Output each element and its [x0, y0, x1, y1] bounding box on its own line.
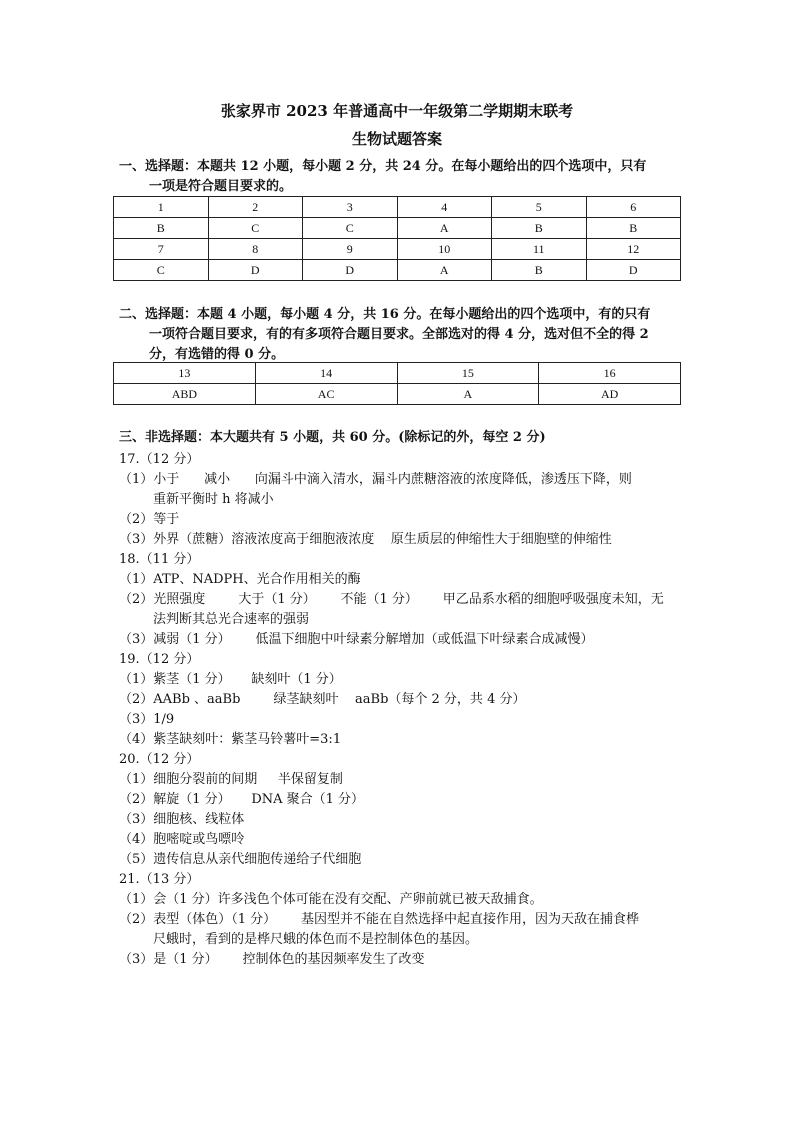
table-cell: 6 [586, 197, 681, 218]
table-cell: 10 [397, 239, 492, 260]
table-cell: 5 [492, 197, 587, 218]
table-cell: A [397, 260, 492, 281]
q20-answer-3: （3）细胞核、线粒体 [119, 812, 245, 827]
section1-heading-line2: 一项是符合题目要求的。 [149, 179, 293, 194]
q19-heading: 19.（12 分） [119, 652, 200, 667]
q20-heading: 20.（12 分） [119, 752, 200, 767]
table-cell: C [208, 218, 303, 239]
table-cell: 9 [303, 239, 398, 260]
section2-heading-line2: 一项符合题目要求，有的有多项符合题目要求。全部选对的得 4 分，选对但不全的得 2 [149, 327, 649, 342]
page-title: 张家界市 2023 年普通高中一年级第二学期期末联考 [220, 102, 574, 120]
q19-answer-4: （4）紫茎缺刻叶：紫茎马铃薯叶=3:1 [119, 732, 342, 747]
q21-answer-2: （2）表型（体色）（1 分） 基因型并不能在自然选择中起直接作用，因为天敌在捕食桦 [119, 912, 639, 927]
q18-answer-2-cont: 法判断其总光合速率的强弱 [153, 612, 310, 627]
section2-heading-line1: 二、选择题：本题 4 小题，每小题 4 分，共 16 分。在每小题给出的四个选项中，有的只有 [119, 307, 651, 322]
table-cell: C [303, 218, 398, 239]
q18-answer-2: （2）光照强度 大于（1 分） 不能（1 分） 甲乙品系水稻的细胞呼吸强度未知，无 [119, 592, 664, 607]
table-cell: 7 [114, 239, 209, 260]
q20-answer-2: （2）解旋（1 分） DNA 聚合（1 分） [119, 792, 365, 807]
section2-heading-line3: 分，有选错的得 0 分。 [149, 347, 285, 362]
table-row [114, 197, 681, 218]
table-cell: 4 [397, 197, 492, 218]
table-cell: 11 [492, 239, 587, 260]
section1-heading [119, 157, 684, 197]
q21-answer-2-cont: 尺蛾时，看到的是桦尺蛾的体色而不是控制体色的基因。 [153, 932, 479, 947]
q17-answer-1-cont: 重新平衡时 h 将减小 [153, 492, 274, 507]
q19-answer-1: （1）紫茎（1 分） 缺刻叶（1 分） [119, 672, 342, 687]
table-cell: AC [255, 384, 397, 405]
q21-answer-1: （1）会（1 分）许多浅色个体可能在没有交配、产卵前就已被天敌捕食。 [119, 892, 543, 907]
section2-answer-table [113, 362, 681, 405]
q18-answer-3: （3）减弱（1 分） 低温下细胞中叶绿素分解增加（或低温下叶绿素合成减慢） [119, 632, 594, 647]
table-cell: 2 [208, 197, 303, 218]
table-cell: B [492, 260, 587, 281]
table-cell: ABD [114, 384, 256, 405]
section2-heading [119, 305, 684, 365]
table-row [114, 363, 681, 384]
section3-heading: 三、非选择题：本大题共有 5 小题，共 60 分。(除标记的外，每空 2 分) [119, 430, 546, 445]
q17-answer-3: （3）外界（蔗糖）溶液浓度高于细胞液浓度 原生质层的伸缩性大于细胞壁的伸缩性 [119, 532, 612, 547]
page-subtitle: 生物试题答案 [351, 130, 442, 148]
table-cell: 12 [586, 239, 681, 260]
q21-answer-3: （3）是（1 分） 控制体色的基因频率发生了改变 [119, 952, 425, 967]
table-cell: A [397, 218, 492, 239]
table-cell: 15 [397, 363, 539, 384]
section1-heading-line1: 一、选择题：本题共 12 小题，每小题 2 分，共 24 分。在每小题给出的四个选项中，只有 [119, 159, 647, 174]
table-cell: 3 [303, 197, 398, 218]
q19-answer-3: （3）1/9 [119, 712, 175, 727]
table-cell: 13 [114, 363, 256, 384]
table-cell: B [114, 218, 209, 239]
q20-answer-1: （1）细胞分裂前的间期 半保留复制 [119, 772, 343, 787]
q17-answer-1: （1）小于 减小 向漏斗中滴入清水，漏斗内蔗糖溶液的浓度降低，渗透压下降，则 [119, 472, 632, 487]
table-cell: D [208, 260, 303, 281]
table-row [114, 260, 681, 281]
table-cell: D [303, 260, 398, 281]
q21-heading: 21.（13 分） [119, 872, 200, 887]
q19-answer-2: （2）AABb 、aaBb 绿茎缺刻叶 aaBb（每个 2 分，共 4 分） [119, 692, 526, 707]
table-cell: B [586, 218, 681, 239]
table-row [114, 384, 681, 405]
table-cell: D [586, 260, 681, 281]
table-cell: 8 [208, 239, 303, 260]
section1-answer-table [113, 196, 681, 281]
q17-answer-2: （2）等于 [119, 512, 180, 527]
table-cell: 1 [114, 197, 209, 218]
table-cell: 16 [539, 363, 681, 384]
q17-heading: 17.（12 分） [119, 452, 200, 467]
q18-answer-1: （1）ATP、NADPH、光合作用相关的酶 [119, 572, 361, 587]
table-cell: AD [539, 384, 681, 405]
table-row [114, 239, 681, 260]
table-cell: B [492, 218, 587, 239]
q20-answer-5: （5）遗传信息从亲代细胞传递给子代细胞 [119, 852, 362, 867]
table-cell: C [114, 260, 209, 281]
table-cell: 14 [255, 363, 397, 384]
table-cell: A [397, 384, 539, 405]
q18-heading: 18.（11 分） [119, 552, 200, 567]
table-row [114, 218, 681, 239]
q20-answer-4: （4）胞嘧啶或鸟嘌呤 [119, 832, 245, 847]
